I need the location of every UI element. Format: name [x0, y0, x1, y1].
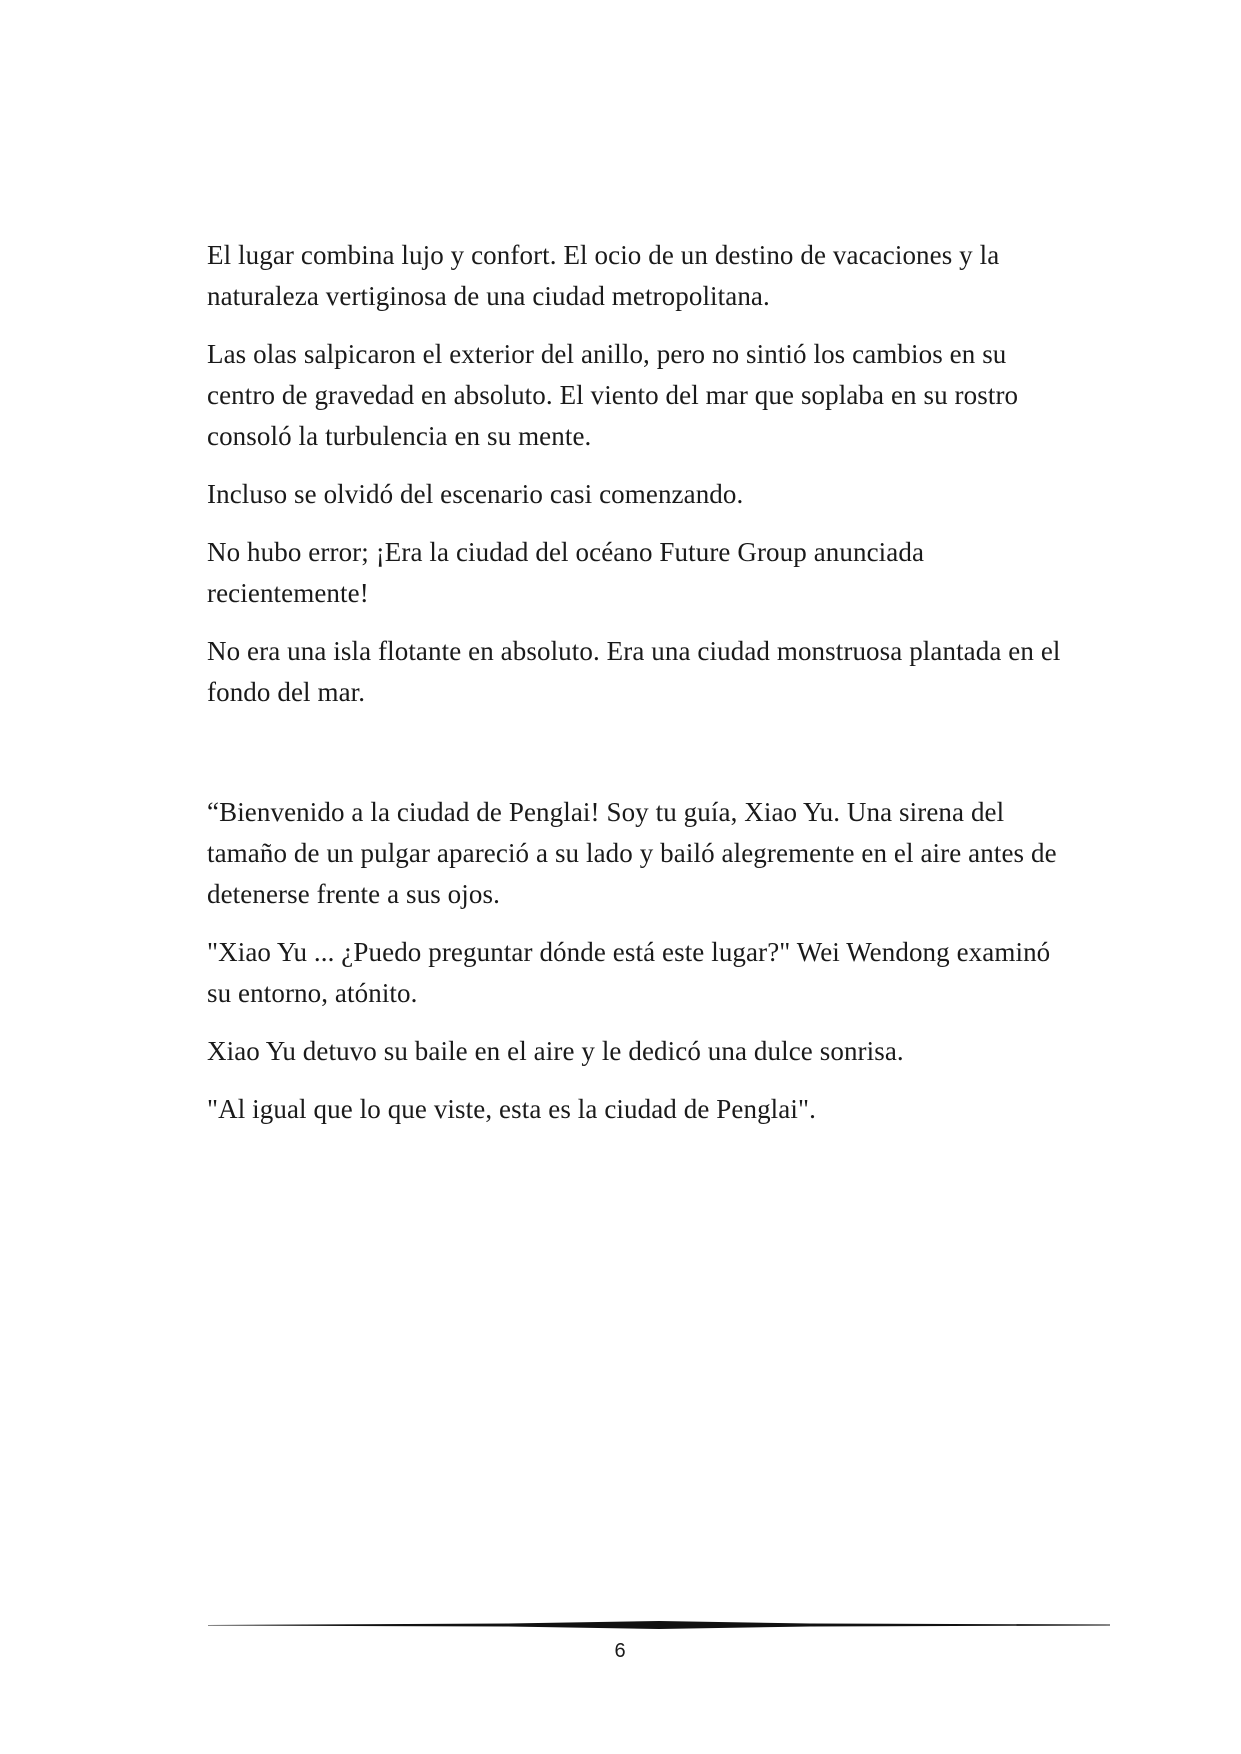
footer-divider	[208, 1620, 1110, 1630]
paragraph: “Bienvenido a la ciudad de Penglai! Soy tu guía, Xiao Yu. Una sirena del tamaño de un pulgar apareció a su lado y bailó alegremente en el aire antes de detenerse frente a sus ojos.	[207, 797, 1057, 909]
paragraph: No era una isla flotante en absoluto. Era una ciudad monstruosa plantada en el fondo del mar.	[207, 636, 1061, 707]
paragraph: "Al igual que lo que viste, esta es la ciudad de Penglai".	[207, 1094, 816, 1124]
paragraph: Incluso se olvidó del escenario casi comenzando.	[207, 479, 744, 509]
paragraph: El lugar combina lujo y confort. El ocio de un destino de vacaciones y la naturaleza vertiginosa de una ciudad metropolitana.	[207, 240, 1000, 311]
text-block-2	[207, 792, 1077, 1147]
paragraph: "Xiao Yu ... ¿Puedo preguntar dónde está este lugar?" Wei Wendong examinó su entorno, atónito.	[207, 937, 1051, 1008]
paragraph: No hubo error; ¡Era la ciudad del océano Future Group anunciada recientemente!	[207, 537, 925, 608]
text-block-1	[207, 235, 1077, 730]
page-number: 6	[614, 1640, 626, 1662]
paragraph: Las olas salpicaron el exterior del anillo, pero no sintió los cambios en su centro de gravedad en absoluto. El viento del mar que soplaba en su rostro consoló la turbulencia en su mente.	[207, 339, 1019, 451]
paragraph: Xiao Yu detuvo su baile en el aire y le dedicó una dulce sonrisa.	[207, 1036, 904, 1066]
